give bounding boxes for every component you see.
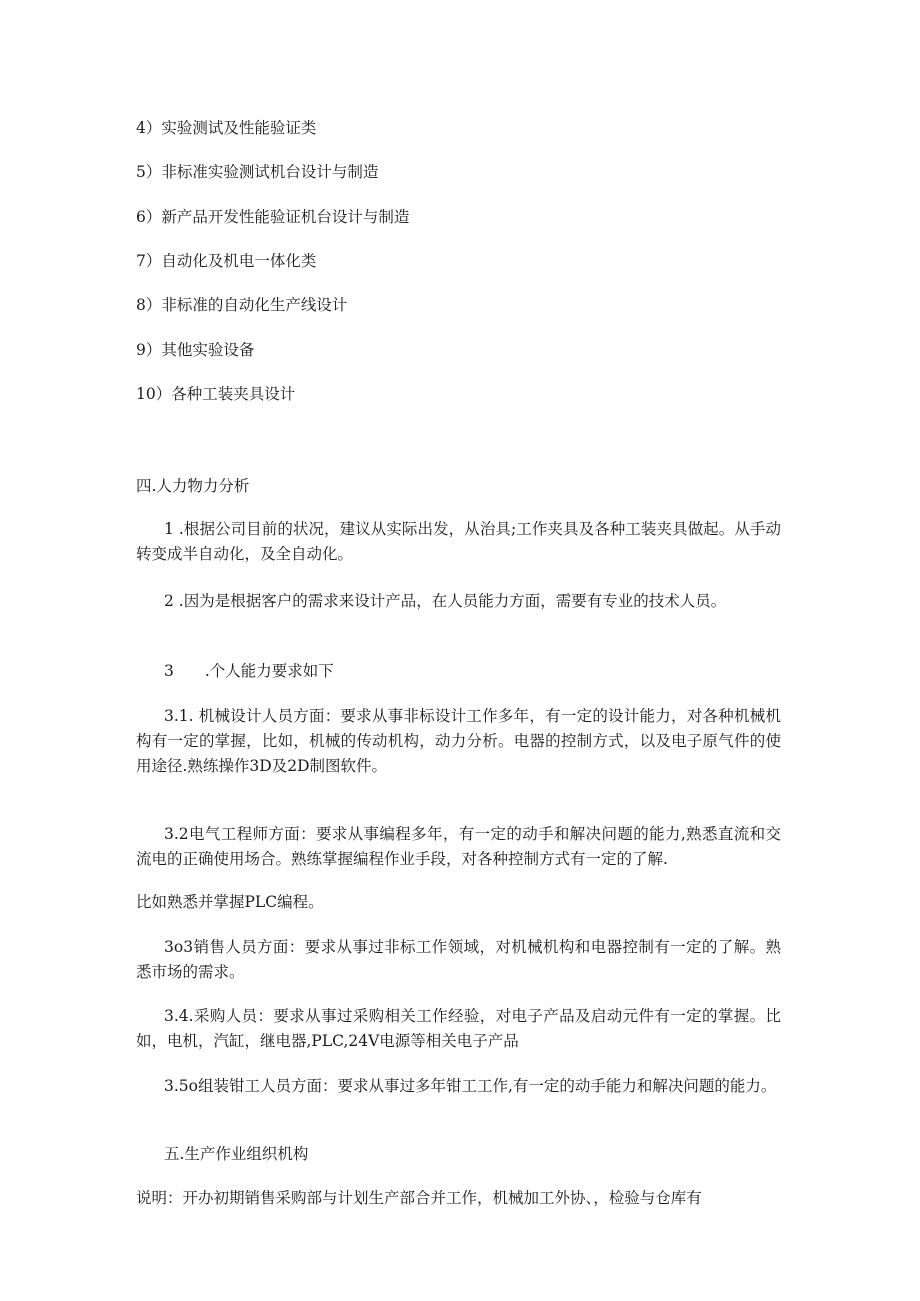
paragraph-3-2-continued: 比如熟悉并掌握PLC编程。 <box>136 893 324 911</box>
list-item-5: 5）非标准实验测试机台设计与制造 <box>136 163 379 181</box>
section-5-heading: 五.生产作业组织机构 <box>164 1145 309 1163</box>
list-item-7: 7）自动化及机电一体化类 <box>136 252 317 270</box>
paragraph-1: 1 .根据公司目前的状况，建议从实际出发，从治具;工作夹具及各种工装夹具做起。从手动转变成半自动化，及全自动化。 <box>136 520 781 563</box>
paragraph-3: 3 .个人能力要求如下 <box>164 662 334 680</box>
list-item-8: 8）非标准的自动化生产线设计 <box>136 296 348 314</box>
list-item-6: 6）新产品开发性能验证机台设计与制造 <box>136 208 410 226</box>
paragraph-3-2: 3.2电气工程师方面：要求从事编程多年，有一定的动手和解决问题的能力,熟悉直流和交流电的正确使用场合。熟练掌握编程作业手段，对各种控制方式有一定的了解. <box>136 825 781 868</box>
list-item-10: 10）各种工装夹具设计 <box>136 385 296 403</box>
paragraph-3-4: 3.4.采购人员：要求从事过采购相关工作经验，对电子产品及启动元件有一定的掌握。比如，电机，汽缸，继电器,PLC,24V电源等相关电子产品 <box>136 1007 781 1050</box>
paragraph-3-5: 3.5o组装钳工人员方面：要求从事过多年钳工工作,有一定的动手能力和解决问题的能力。 <box>164 1077 777 1095</box>
section-5-note: 说明：开办初期销售采购部与计划生产部合并工作，机械加工外协、，检验与仓库有 <box>136 1189 702 1207</box>
list-item-9: 9）其他实验设备 <box>136 341 255 359</box>
list-item-4: 4）实验测试及性能验证类 <box>136 119 317 137</box>
paragraph-3-3: 3o3销售人员方面：要求从事过非标工作领域，对机械机构和电器控制有一定的了解。熟悉市场的需求。 <box>136 938 781 981</box>
paragraph-2: 2 .因为是根据客户的需求来设计产品，在人员能力方面，需要有专业的技术人员。 <box>164 592 727 610</box>
section-4-heading: 四.人力物力分析 <box>136 477 250 495</box>
paragraph-3-1: 3.1. 机械设计人员方面：要求从事非标设计工作多年，有一定的设计能力，对各种机械机构有一定的掌握，比如，机械的传动机构，动力分析。电器的控制方式，以及电子原气件的使用途径.熟练操作3D及2D制图软件。 <box>136 707 781 775</box>
